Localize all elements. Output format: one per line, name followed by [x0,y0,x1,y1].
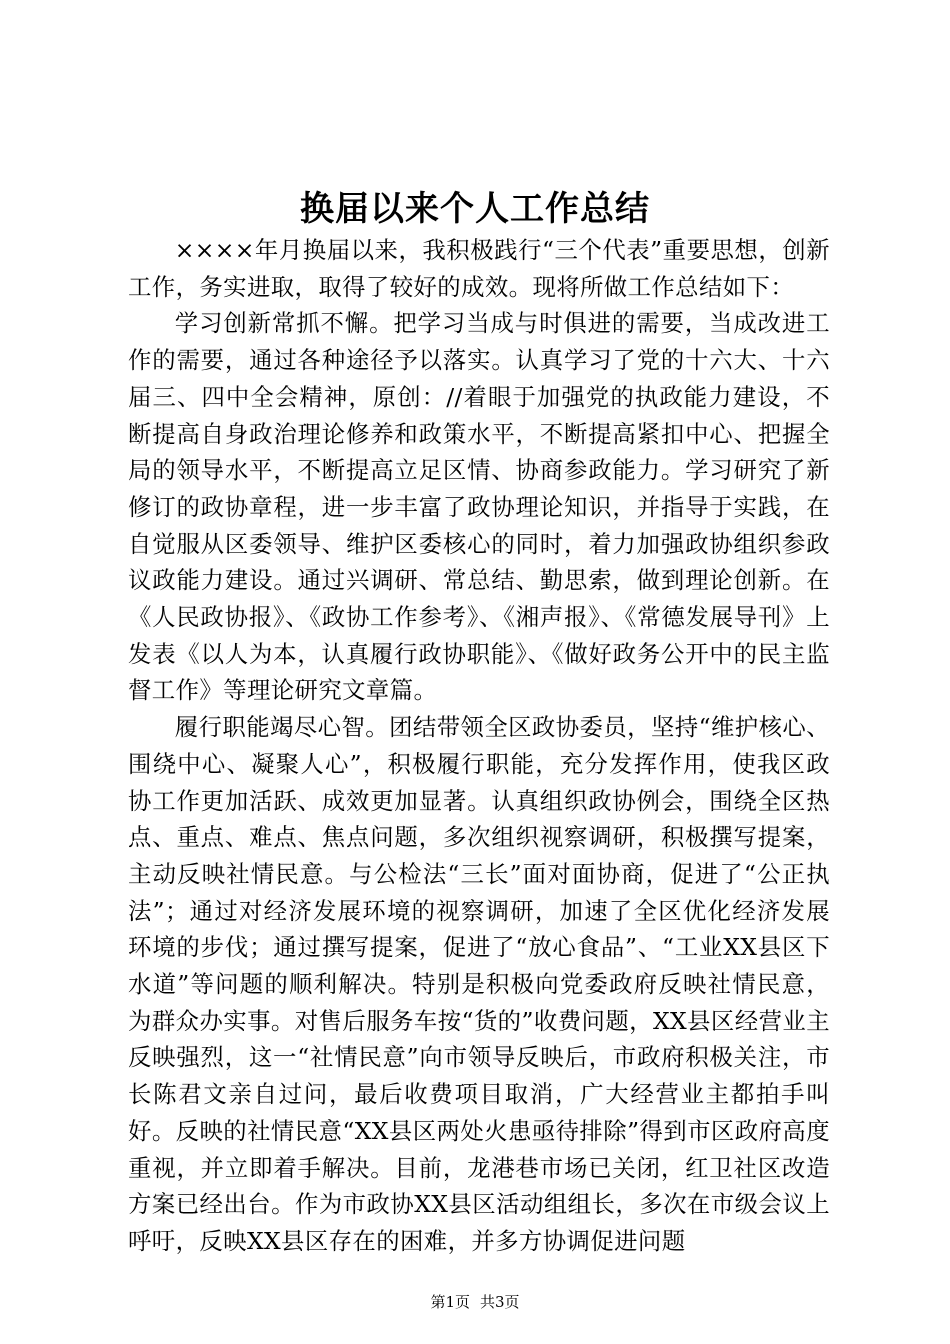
document-title: 换届以来个人工作总结 [300,189,650,229]
page-footer [0,1290,950,1314]
page-number: 第1页 [430,1293,470,1311]
paragraph-study: 学习创新常抓不懈。把学习当成与时俱进的需要，当成改进工作的需要，通过各种途径予以落实。认真学习了党的十六大、十六届三、四中全会精神，原创：//着眼于加强党的执政能力建设，不断提高自身政治理论修养和政策水平，不断提高紧扣中心、把握全局的领导水平，不断提高立足区情、协商参政能力。学习研究了新修订的政协章程，进一步丰富了政协理论知识，并指导于实践，在自觉服从区委领导、维护区委核心的同时，着力加强政协组织参政议政能力建设。通过兴调研、常总结、勤思索，做到理论创新。在《人民政协报》、《政协工作参考》、《湘声报》、《常德发展导刊》上发表《以人为本，认真履行政协职能》、《做好政务公开中的民主监督工作》等理论研究文章篇。 [128,309,830,705]
paragraph-duties: 履行职能竭尽心智。团结带领全区政协委员，坚持“维护核心、围绕中心、凝聚人心”，积极履行职能，充分发挥作用，使我区政协工作更加活跃、成效更加显著。认真组织政协例会，围绕全区热点、重点、难点、焦点问题，多次组织视察调研，积极撰写提案，主动反映社情民意。与公检法“三长”面对面协商，促进了“公正执法”；通过对经济发展环境的视察调研，加速了全区优化经济发展环境的步伐；通过撰写提案，促进了“放心食品”、“工业XX县区下水道”等问题的顺利解决。特别是积极向党委政府反映社情民意，为群众办实事。对售后服务车按“货的”收费问题，XX县区经营业主反映强烈，这一“社情民意”向市领导反映后，市政府积极关注，市长陈君文亲自过问，最后收费项目取消，广大经营业主都拍手叫好。反映的社情民意“XX县区两处火患亟待排除”得到市区政府高度重视，并立即着手解决。目前，龙港巷市场已关闭，红卫社区改造方案已经出台。作为市政协XX县区活动组组长，多次在市级会议上呼吁，反映XX县区存在的困难，并多方协调促进问题 [128,713,830,1255]
document-body [128,232,830,1260]
paragraph-intro: ××××年月换届以来，我积极践行“三个代表”重要思想，创新工作，务实进取，取得了较好的成效。现将所做工作总结如下： [128,236,830,301]
page-total: 共3页 [480,1293,520,1311]
